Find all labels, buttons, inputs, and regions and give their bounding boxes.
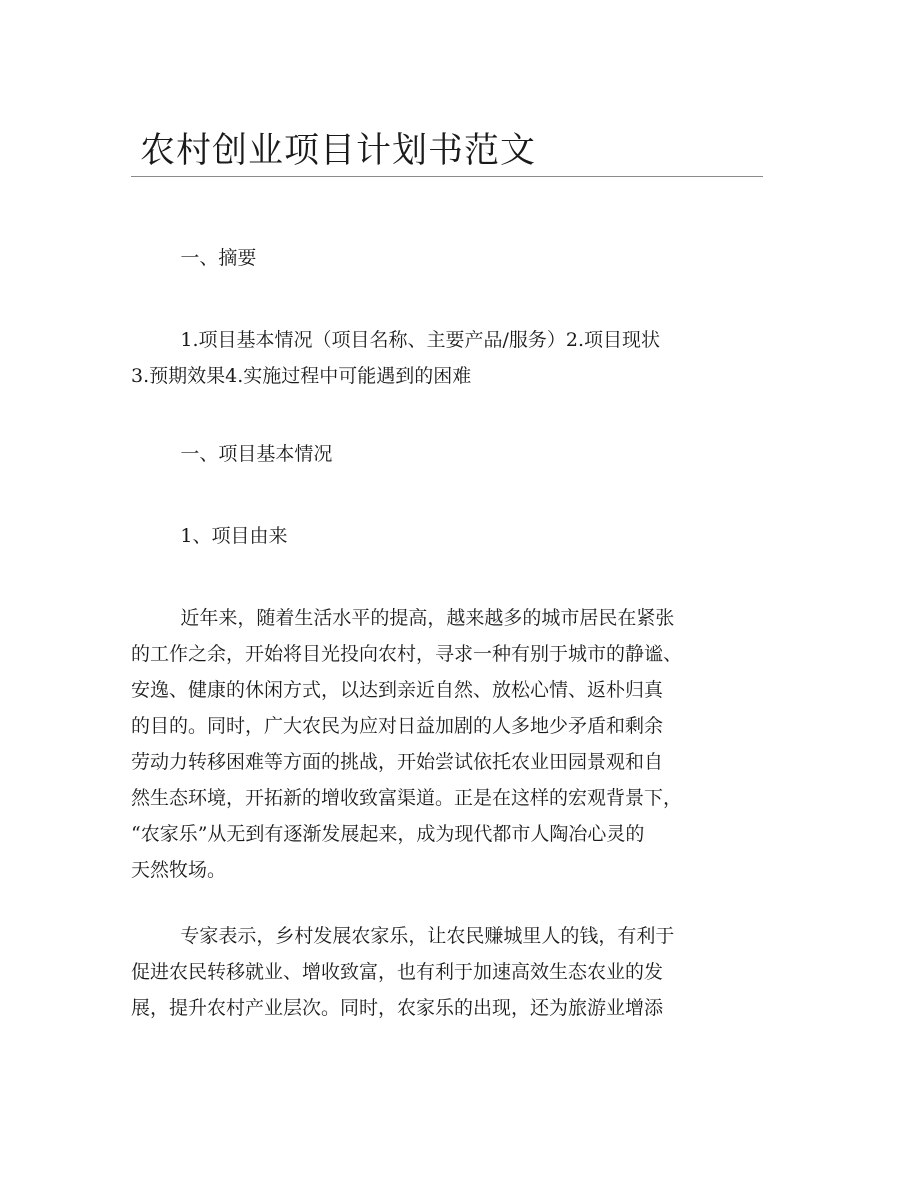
heading-abstract-text: 一、摘要 bbox=[180, 247, 257, 269]
paragraph-line: 促进农民转移就业、增收致富，也有利于加速高效生态农业的发 bbox=[131, 961, 664, 983]
abstract-list-line: 3.预期效果4.实施过程中可能遇到的困难 bbox=[131, 365, 472, 387]
paragraph-line: 劳动力转移困难等方面的挑战，开始尝试依托农业田园景观和自 bbox=[131, 751, 664, 773]
paragraph-line: 的工作之余，开始将目光投向农村，寻求一种有别于城市的静谧、 bbox=[131, 643, 683, 665]
abstract-list bbox=[131, 322, 691, 394]
paragraph-line: “农家乐”从无到有逐渐发展起来，成为现代都市人陶冶心灵的 bbox=[131, 823, 645, 845]
heading-abstract bbox=[131, 240, 691, 276]
document-title: 农村创业项目计划书范文 bbox=[140, 131, 537, 171]
paragraph-line: 安逸、健康的休闲方式，以达到亲近自然、放松心情、返朴归真 bbox=[131, 679, 664, 701]
heading-basic-info bbox=[131, 436, 691, 472]
paragraph-line: 天然牧场。 bbox=[131, 859, 227, 881]
paragraph-line: 专家表示，乡村发展农家乐，让农民赚城里人的钱，有利于 bbox=[180, 925, 675, 947]
paragraph-experts bbox=[131, 918, 691, 1026]
paragraph-line: 近年来，随着生活水平的提高，越来越多的城市居民在紧张 bbox=[180, 607, 675, 629]
heading-basic-info-text: 一、项目基本情况 bbox=[180, 443, 333, 465]
paragraph-line: 展，提升农村产业层次。同时，农家乐的出现，还为旅游业增添 bbox=[131, 997, 664, 1019]
paragraph-line: 然生态环境，开拓新的增收致富渠道。正是在这样的宏观背景下， bbox=[131, 787, 683, 809]
abstract-list-line: 1.项目基本情况（项目名称、主要产品/服务）2.项目现状 bbox=[180, 329, 661, 351]
paragraph-line: 的目的。同时，广大农民为应对日益加剧的人多地少矛盾和剩余 bbox=[131, 715, 664, 737]
subheading-origin-text: 1、项目由来 bbox=[180, 525, 288, 547]
title-underline bbox=[131, 176, 763, 177]
paragraph-origin bbox=[131, 600, 691, 888]
subheading-origin bbox=[131, 518, 691, 554]
